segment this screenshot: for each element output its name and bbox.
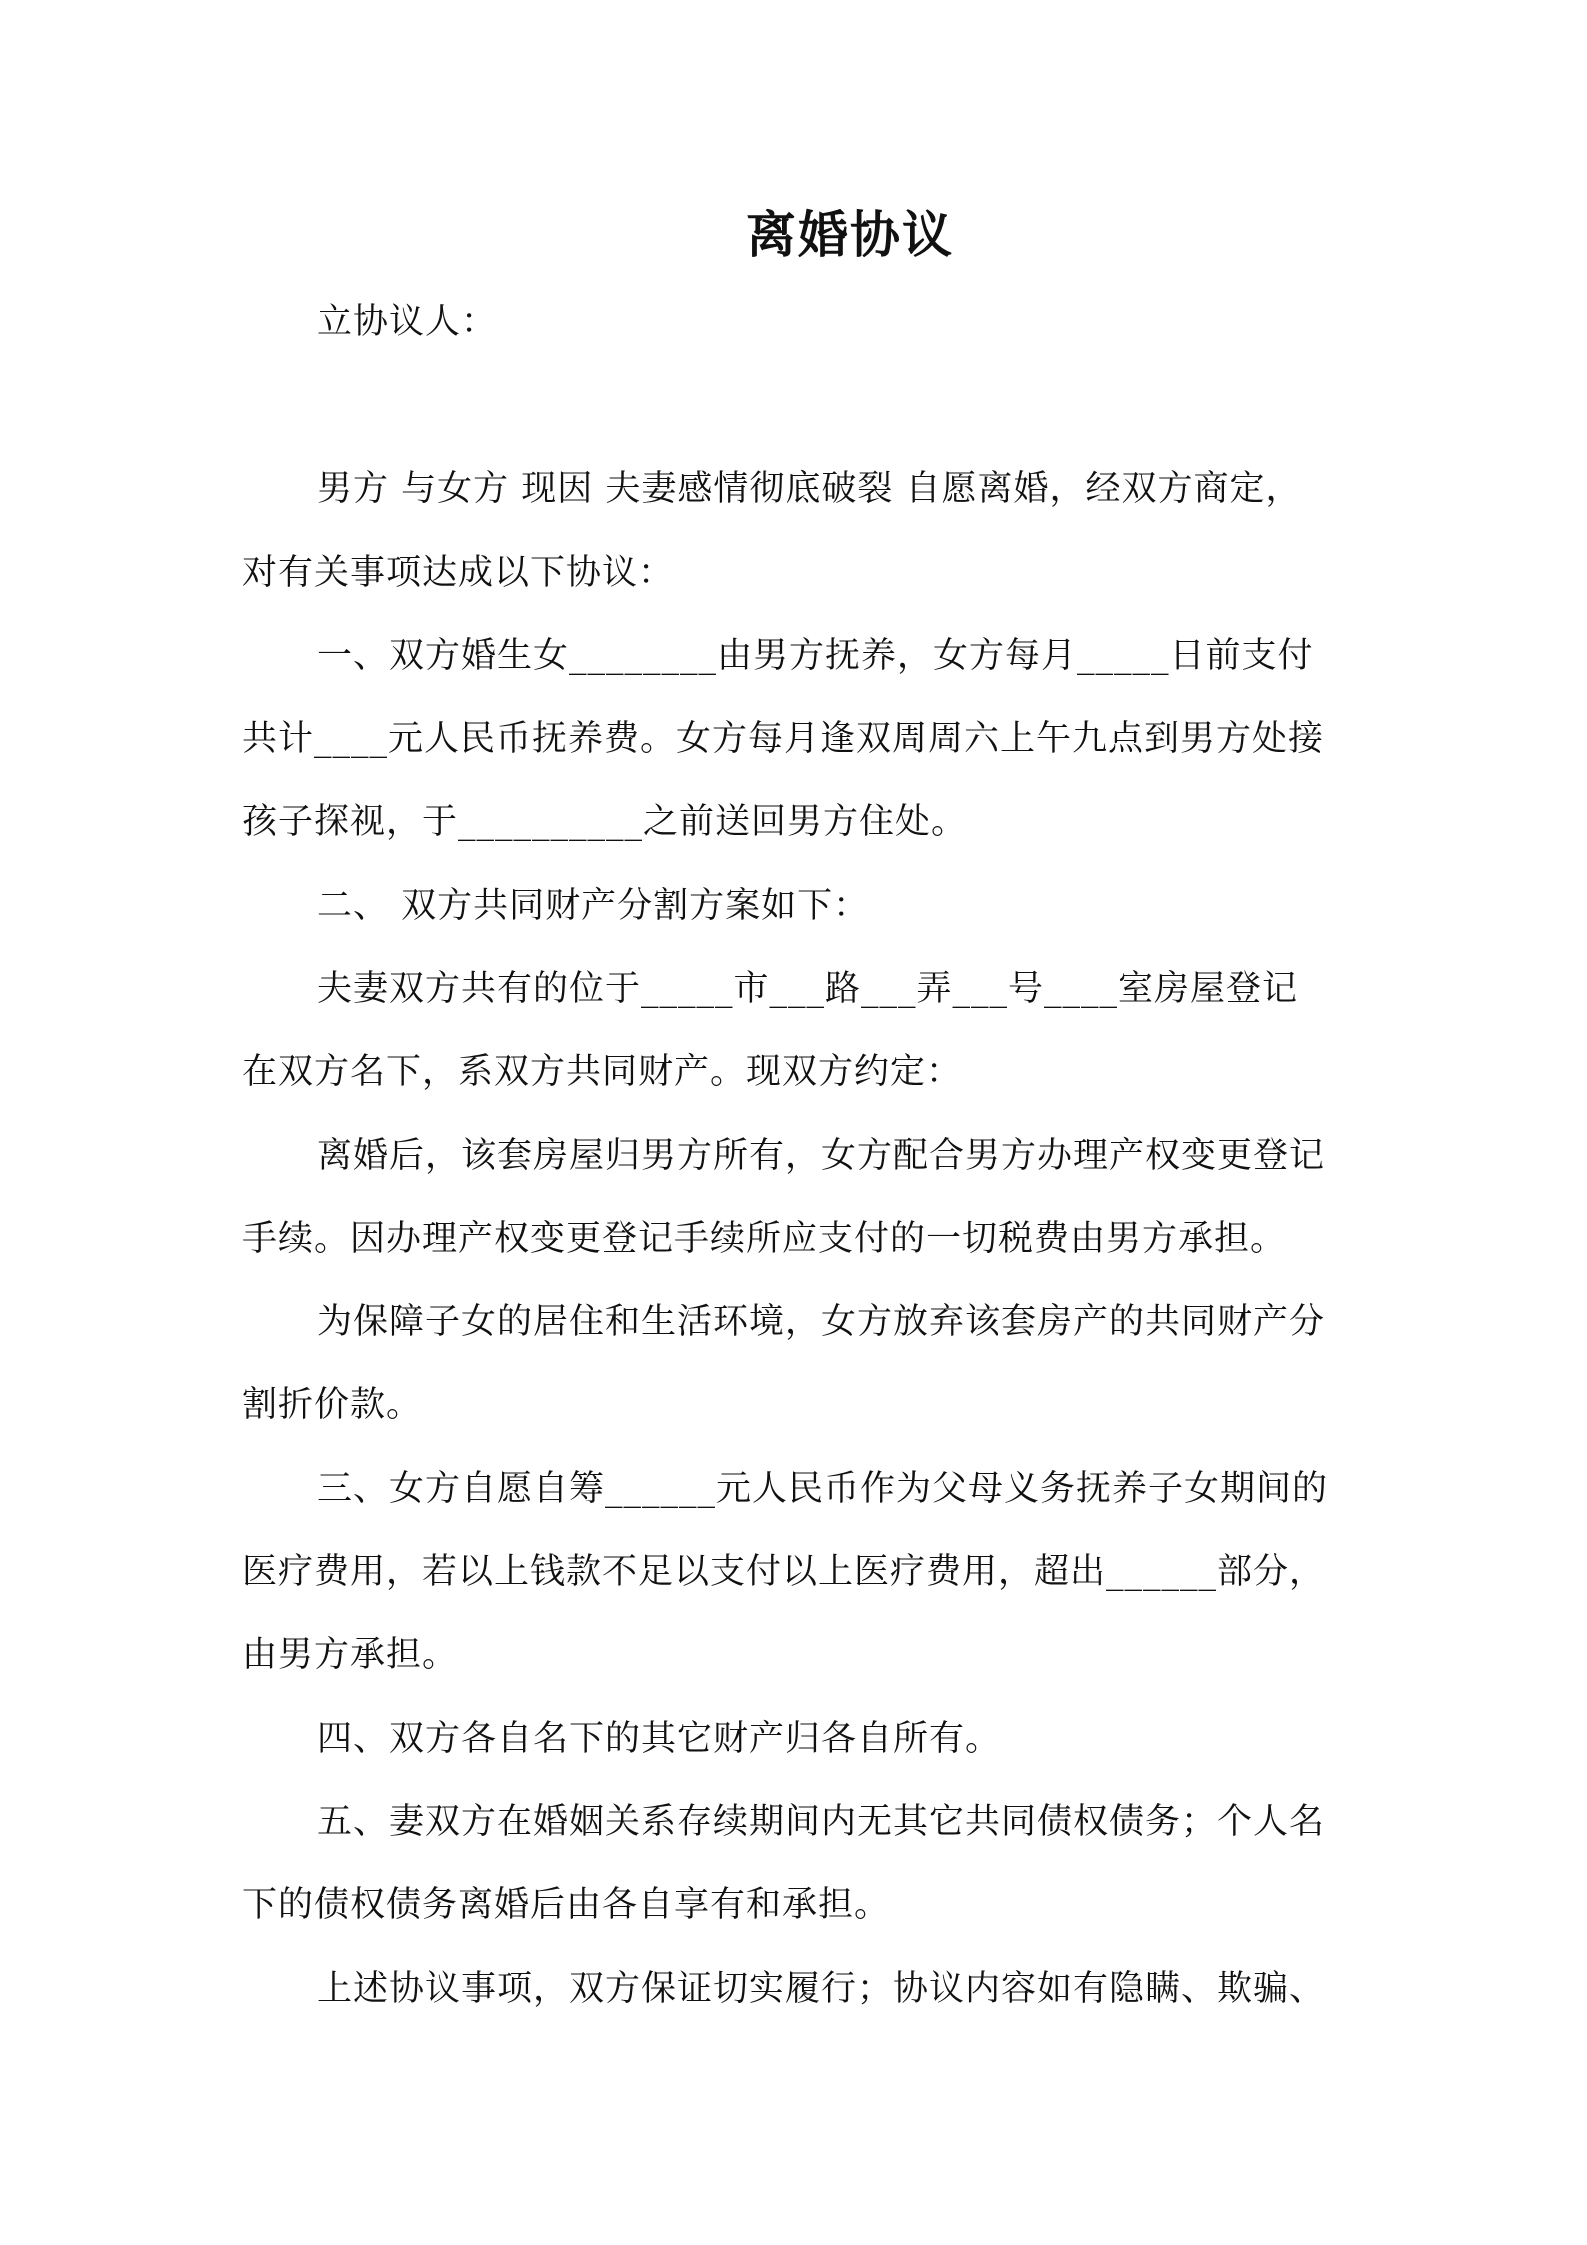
clause-one-line: 一、双方婚生女________由男方抚养，女方每月_____日前支付 xyxy=(317,636,1314,676)
clause-two-line: 夫妻双方共有的位于_____市___路___弄___号____室房屋登记 xyxy=(317,969,1299,1009)
clause-two-line: 在双方名下，系双方共同财产。现双方约定： xyxy=(242,1052,963,1092)
signatory-line: 立协议人： xyxy=(317,302,498,342)
clause-four-line: 四、双方各自名下的其它财产归各自所有。 xyxy=(317,1719,1002,1759)
clause-two-line: 手续。因办理产权变更登记手续所应支付的一切税费由男方承担。 xyxy=(242,1219,1287,1259)
clause-three-line: 医疗费用，若以上钱款不足以支付以上医疗费用，超出______部分， xyxy=(242,1552,1326,1592)
paragraph-line: 男方 与女方 现因 夫妻感情彻底破裂 自愿离婚，经双方商定， xyxy=(317,469,1302,509)
clause-two-line: 为保障子女的居住和生活环境，女方放弃该套房产的共同财产分 xyxy=(317,1302,1326,1342)
closing-line: 上述协议事项，双方保证切实履行；协议内容如有隐瞒、欺骗、 xyxy=(317,1969,1326,2009)
clause-two-heading: 二、 双方共同财产分割方案如下： xyxy=(317,886,870,926)
clause-five-line: 五、妻双方在婚姻关系存续期间内无其它共同债权债务；个人名 xyxy=(317,1802,1326,1842)
clause-three-line: 由男方承担。 xyxy=(242,1635,459,1675)
clause-five-line: 下的债权债务离婚后由各自享有和承担。 xyxy=(242,1885,891,1925)
clause-one-line: 孩子探视，于__________之前送回男方住处。 xyxy=(242,802,968,842)
clause-two-line: 离婚后，该套房屋归男方所有，女方配合男方办理产权变更登记 xyxy=(317,1136,1326,1176)
paragraph-line: 对有关事项达成以下协议： xyxy=(242,553,675,593)
clause-one-line: 共计____元人民币抚养费。女方每月逢双周周六上午九点到男方处接 xyxy=(242,719,1325,759)
document-title: 离婚协议 xyxy=(746,205,954,264)
clause-three-line: 三、女方自愿自筹______元人民币作为父母义务抚养子女期间的 xyxy=(317,1469,1329,1509)
clause-two-line: 割折价款。 xyxy=(242,1385,423,1425)
